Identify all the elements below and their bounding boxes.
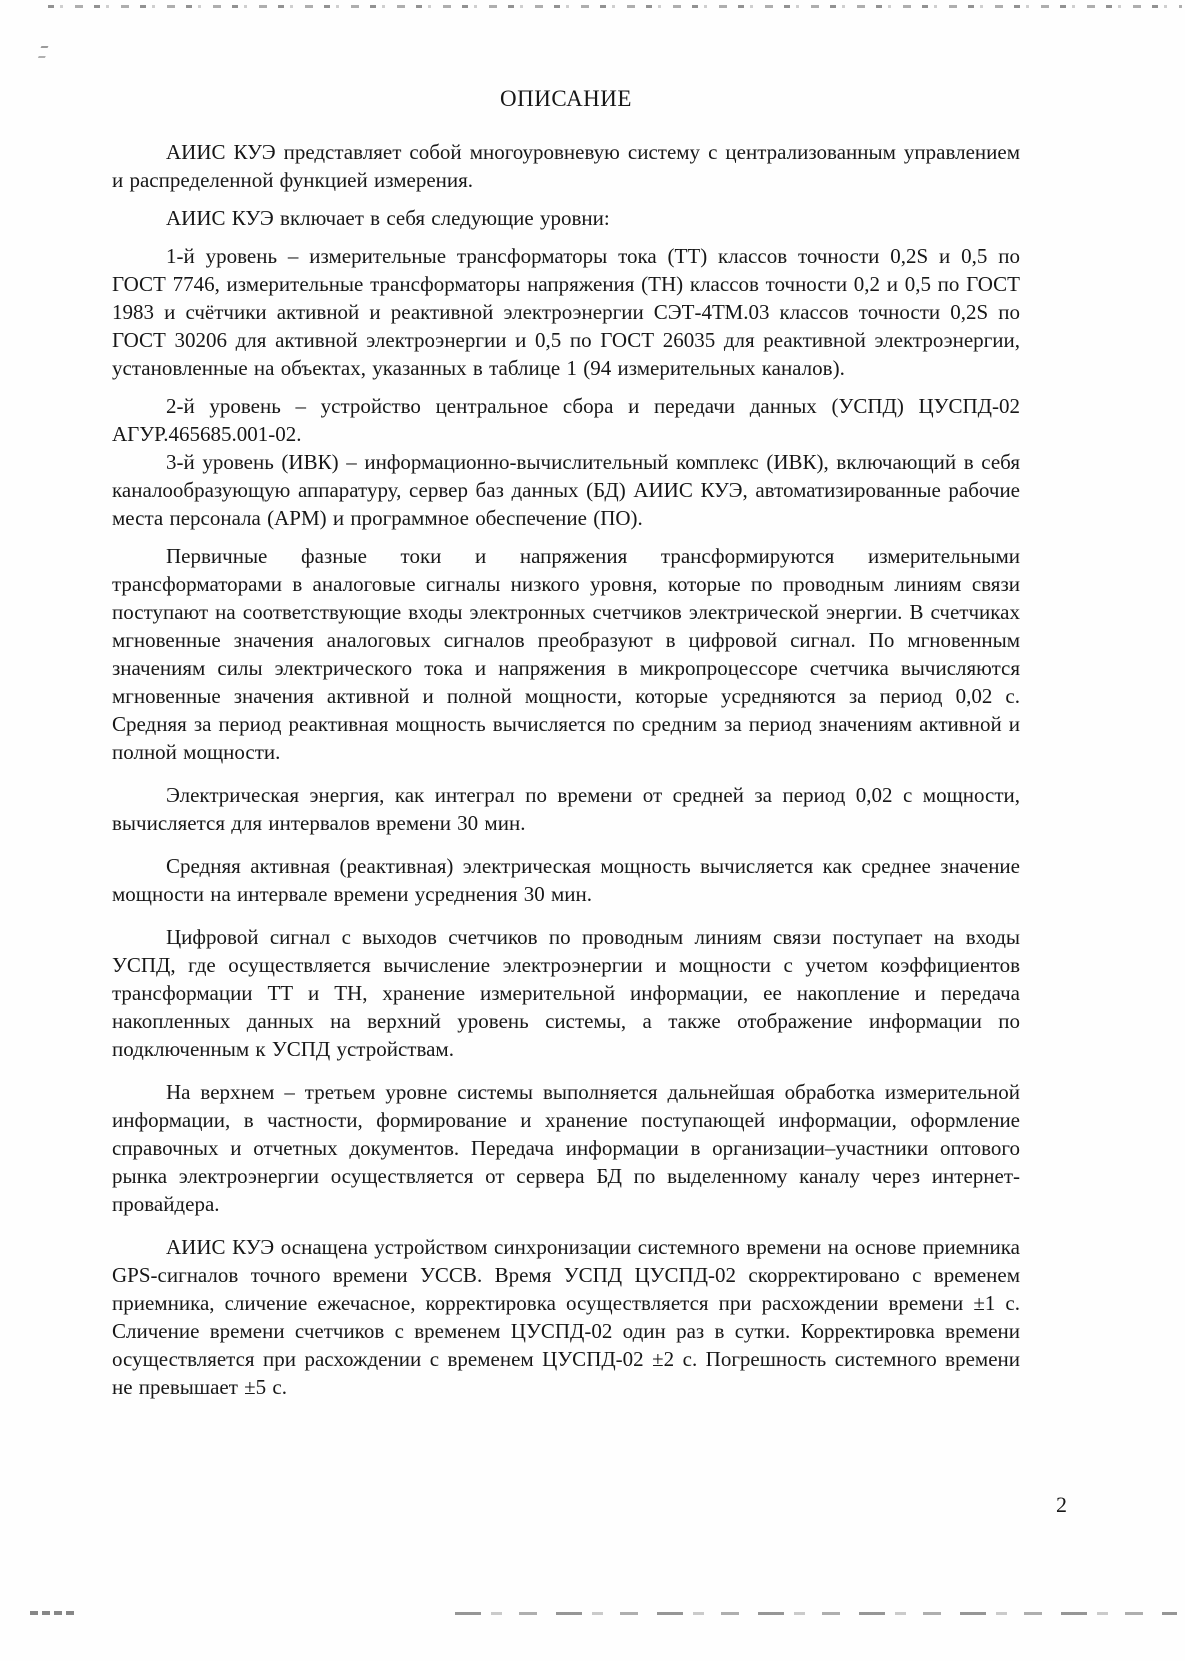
scan-speckle bbox=[41, 46, 49, 48]
scan-artifact-bottom-line bbox=[455, 1612, 1177, 1615]
scan-artifact-bottom-left-marks bbox=[30, 1611, 78, 1615]
paragraph-time-sync: АИИС КУЭ оснащена устройством синхронизации системного времени на основе приемника GPS-сигналов точного времени УССВ. Время УСПД ЦУСПД-02 скорректировано с временем приемника, сличение ежечасное, корректировка осуществляется при расхождении времени ±1 с. Сличение времени счетчиков с временем ЦУСПД-02 один раз в сутки. Корректировка времени осуществляется при расхождении с временем ЦУСПД-02 ±2 с. Погрешность системного времени не превышает ±5 с. bbox=[112, 1235, 1020, 1399]
paragraph-energy-integral: Электрическая энергия, как интеграл по времени от средней за период 0,02 с мощности, вычисляется для интервалов времени 30 мин. bbox=[112, 783, 1020, 835]
document-title: ОПИСАНИЕ bbox=[500, 86, 632, 111]
paragraph-intro: АИИС КУЭ представляет собой многоуровневую систему с централизованным управлением и распределенной функцией измерения. bbox=[112, 140, 1020, 192]
paragraph-level-3: 3-й уровень (ИВК) – информационно-вычислительный комплекс (ИВК), включающий в себя каналообразующую аппаратуру, сервер баз данных (БД) АИИС КУЭ, автоматизированные рабочие места персонала (АРМ) и программное обеспечение (ПО). bbox=[112, 450, 1020, 530]
paragraph-level-1: 1-й уровень – измерительные трансформаторы тока (ТТ) классов точности 0,2S и 0,5 по ГОСТ 7746, измерительные трансформаторы напряжения (ТН) классов точности 0,2 и 0,5 по ГОСТ 1983 и счётчики активной и реактивной электроэнергии СЭТ-4ТМ.03 классов точности 0,2S по ГОСТ 30206 для активной электроэнергии и 0,5 по ГОСТ 26035 для реактивной электроэнергии, установленные на объектах, указанных в таблице 1 (94 измерительных каналов). bbox=[112, 244, 1020, 380]
document-content bbox=[112, 86, 1020, 1401]
paragraph-level-2: 2-й уровень – устройство центральное сбора и передачи данных (УСПД) ЦУСПД-02 АГУР.465685.001-02. bbox=[112, 394, 1020, 446]
paragraph-levels-lead: АИИС КУЭ включает в себя следующие уровни: bbox=[166, 206, 610, 230]
paragraph-primary-signals: Первичные фазные токи и напряжения трансформируются измерительными трансформаторами в аналоговые сигналы низкого уровня, которые по проводным линиям связи поступают на соответствующие входы электронных счетчиков электрической энергии. В счетчиках мгновенные значения аналоговых сигналов преобразуют в цифровой сигнал. По мгновенным значениям силы электрического тока и напряжения в микропроцессоре счетчика вычисляются мгновенные значения активной и полной мощности, которые усредняются за период 0,02 с. Средняя за период реактивная мощность вычисляется по средним за период значениям активной и полной мощности. bbox=[112, 544, 1020, 764]
scan-artifact-top-line bbox=[48, 5, 1182, 8]
paragraph-digital-signal: Цифровой сигнал с выходов счетчиков по проводным линиям связи поступает на входы УСПД, где осуществляется вычисление электроэнергии и мощности с учетом коэффициентов трансформации ТТ и ТН, хранение измерительной информации, ее накопление и передача накопленных данных на верхний уровень системы, а также отображение информации по подключенным к УСПД устройствам. bbox=[112, 925, 1020, 1061]
page-number: 2 bbox=[1056, 1492, 1067, 1517]
paragraph-average-power: Средняя активная (реактивная) электрическая мощность вычисляется как среднее значение мощности на интервале времени усреднения 30 мин. bbox=[112, 854, 1020, 906]
paragraph-upper-level: На верхнем – третьем уровне системы выполняется дальнейшая обработка измерительной информации, в частности, формирование и хранение поступающей информации, оформление справочных и отчетных документов. Передача информации в организации–участники оптового рынка электроэнергии осуществляется от сервера БД по выделенному каналу через интернет-провайдера. bbox=[112, 1080, 1020, 1216]
